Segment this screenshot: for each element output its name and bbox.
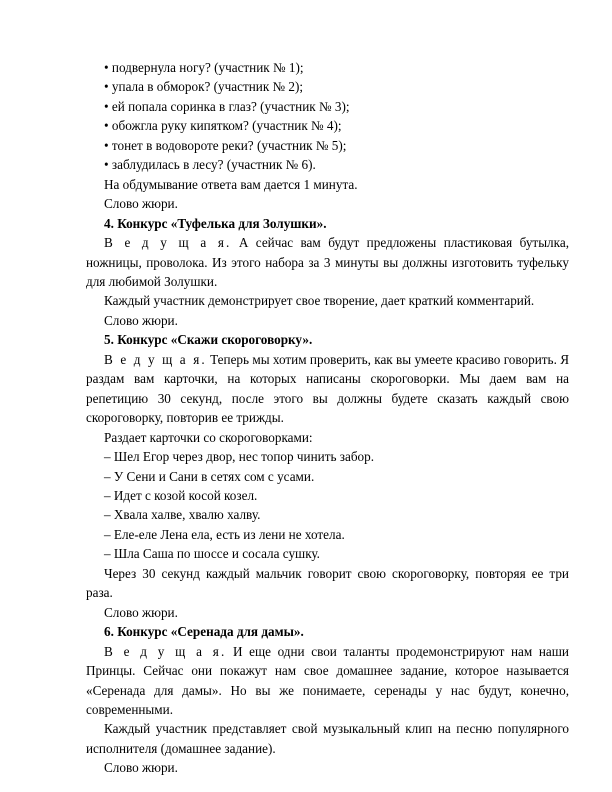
paragraph bbox=[86, 642, 569, 720]
paragraph bbox=[86, 350, 569, 428]
jury-line: Слово жюри. bbox=[104, 604, 178, 620]
host-label: В е д у щ а я. bbox=[104, 351, 207, 367]
jury-line: Слово жюри. bbox=[104, 196, 178, 212]
host-label: В е д у щ а я. bbox=[104, 643, 227, 659]
tongue-twister: – Хвала халве, хвалю халву. bbox=[104, 507, 261, 523]
paragraph-text: Теперь мы хотим проверить, как вы умеете красиво говорить. Я раздам вам карточки, на которых написаны скороговорки. Мы даем вам на репетицию 30 секунд, после этого вы должны будете сказать каждый свою скороговорку, повторив ее трижды. bbox=[86, 351, 569, 426]
bullet-item: • обожгла руку кипятком? (участник № 4); bbox=[104, 118, 342, 134]
section-heading-5: 5. Конкурс «Скажи скороговорку». bbox=[104, 332, 313, 348]
jury-line: Слово жюри. bbox=[104, 312, 178, 328]
jury-line: Слово жюри. bbox=[104, 760, 178, 776]
tongue-twister: – Еле-еле Лена ела, есть из лени не хотела. bbox=[104, 526, 345, 542]
paragraph bbox=[86, 233, 569, 291]
tongue-twister: – Шла Саша по шоссе и сосала сушку. bbox=[104, 546, 320, 562]
host-label: В е д у щ а я. bbox=[104, 235, 232, 251]
tongue-twister: – У Сени и Сани в сетях сом с усами. bbox=[104, 468, 315, 484]
paragraph: Раздает карточки со скороговорками: bbox=[104, 429, 313, 445]
document-body bbox=[86, 58, 569, 778]
bullet-item: • подвернула ногу? (участник № 1); bbox=[104, 60, 304, 75]
section-heading-4: 4. Конкурс «Туфелька для Золушки». bbox=[104, 215, 327, 231]
bullet-item: • тонет в водовороте реки? (участник № 5); bbox=[104, 137, 347, 153]
paragraph: На обдумывание ответа вам дается 1 минута. bbox=[104, 176, 358, 192]
bullet-item: • упала в обморок? (участник № 2); bbox=[104, 79, 304, 95]
paragraph: Каждый участник представляет свой музыкальный клип на песню популярного исполнителя (домашнее задание). bbox=[86, 721, 569, 756]
bullet-item: • заблудилась в лесу? (участник № 6). bbox=[104, 157, 316, 173]
bullet-item: • ей попала соринка в глаз? (участник № 3); bbox=[104, 98, 350, 114]
tongue-twister: – Шел Егор через двор, нес топор чинить забор. bbox=[104, 449, 375, 465]
paragraph: Через 30 секунд каждый мальчик говорит свою скороговорку, повторяя ее три раза. bbox=[86, 565, 569, 601]
paragraph-text: И еще одни свои таланты продемонстрируют нам наши Принцы. Сейчас они покажут нам свое домашнее задание, которое называется «Серенада для дамы». Но вы же понимаете, серенады у нас будут, конечно, современными. bbox=[86, 643, 569, 717]
paragraph-text: А сейчас вам будут предложены пластиковая бутылка, ножницы, проволока. Из этого набора за 3 минуты вы должны изготовить туфельку для любимой Золушки. bbox=[86, 235, 569, 289]
tongue-twister: – Идет с козой косой козел. bbox=[104, 487, 258, 503]
section-heading-6: 6. Конкурс «Серенада для дамы». bbox=[104, 624, 304, 640]
paragraph: Каждый участник демонстрирует свое творение, дает краткий комментарий. bbox=[104, 293, 535, 309]
